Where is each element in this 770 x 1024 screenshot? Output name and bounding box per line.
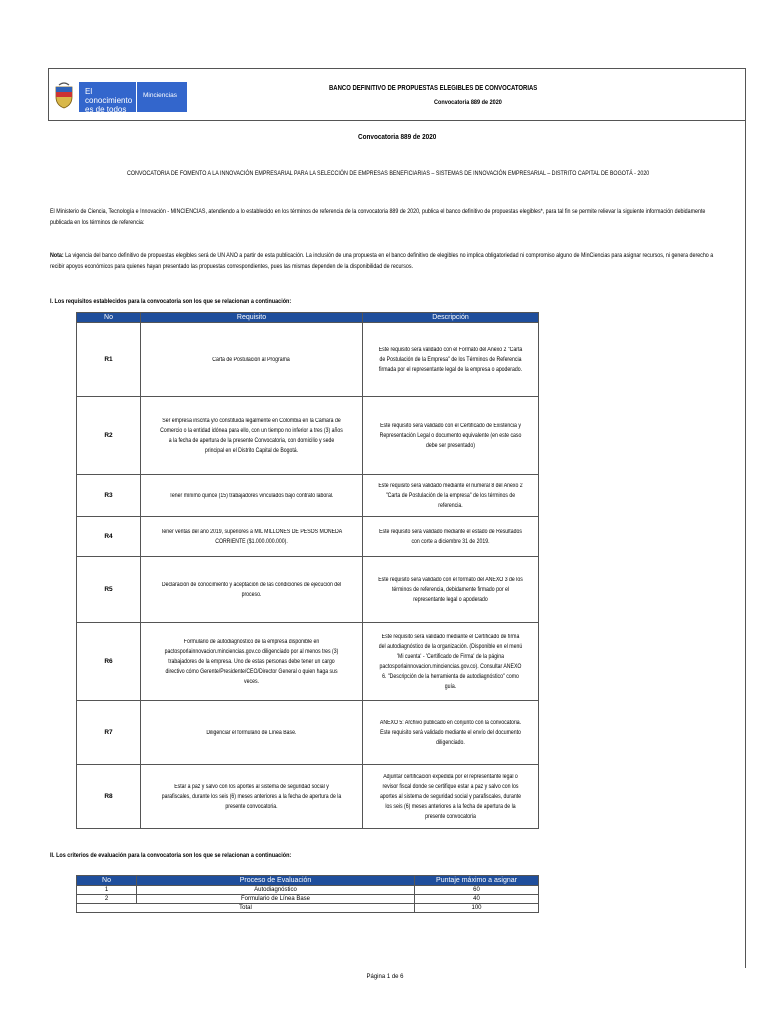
req-text: Declaración de conocimiento y aceptación de las condiciones de ejecución del proceso. [141,557,363,623]
table-row [77,765,539,829]
req-no: R7 [77,701,141,765]
table-row [77,397,539,475]
req-desc: ANEXO 5: Archivo publicado en conjunto con la convocatoria. Este requisito será validado mediante el envío del documento diligenciado. [363,701,539,765]
req-text: Estar a paz y salvo con los aportes al sistema de seguridad social y parafiscales, durante los seis (6) meses anteriores a la fecha de apertura de la presente convocatoria. [141,765,363,829]
req-desc: Este requisito será validado con el Formato del Anexo 2 "Carta de Postulación de la Empresa" de los Términos de Referencia firmada por el representante legal de la empresa o apoderado. [363,323,539,397]
nota-label: Nota: [50,252,64,259]
col-header-proceso: Proceso de Evaluación [137,876,415,886]
evaluation-table [76,875,539,913]
convocatoria-title: Convocatoria 889 de 2020 [358,132,437,141]
col-header-no: No [77,876,137,886]
intro-line-2: publicada en los términos de referencia: [50,219,145,226]
nota-line-2: recibir apoyos económicos para quienes hayan presentado las propuestas correspondientes, pues las mismas dependen de la disponibilidad de recursos. [50,263,413,270]
eval-no: 1 [77,886,137,895]
evaluation-header-row [77,876,539,886]
convocatoria-full-title: CONVOCATORIA DE FOMENTO A LA INNOVACIÓN EMPRESARIAL PARA LA SELECCIÓN DE EMPRESAS BENEFICIARIAS – SISTEMAS DE INNOVACIÓN EMPRESARIAL – DISTRITO CAPITAL DE BOGOTÁ - 2020 [127,170,650,177]
table-row [77,895,539,904]
req-desc: Este requisito será validado con el formato del ANEXO 3 de los términos de referencia, debidamente firmado por el representante legal o apoderado [363,557,539,623]
header-subtitle: Convocatoria 889 de 2020 [434,99,502,106]
req-no: R2 [77,397,141,475]
eval-proceso: Formulario de Línea Base [137,895,415,904]
req-text: Ser empresa inscrita y/o constituida legalmente en Colombia en la Cámara de Comercio o la entidad idónea para ello, con un tiempo no inferior a tres (3) años a la fecha de apertura de la presente Convocatoria, con domicilio y sede principal en el Distrito Capital de Bogotá. [141,397,363,475]
section-1-title: I. Los requisitos establecidos para la convocatoria son los que se relacionan a continuación: [50,298,292,305]
req-desc: Este requisito será validado con el Certificado de Existencia y Representación Legal o documento equivalente (en este caso debe ser presentado) [363,397,539,475]
eval-puntaje: 40 [415,895,539,904]
req-desc: Este requisito será validado mediante el numeral 8 del Anexo 2 "Carta de Postulación de la empresa" de los términos de referencia. [363,475,539,517]
logo-line-1: El conocimiento [85,87,133,105]
table-row [77,323,539,397]
table-row [77,623,539,701]
table-row [77,557,539,623]
eval-total-label: Total [77,904,415,913]
req-desc: Este requisito será validado mediante el Certificado de firma del autodiagnóstico de la organización. (Disponible en el menú 'Mi cuenta' - 'Certificado de Firma' de la página pactosporlainnovacion.minciencias.gov.co). Consultar ANEXO 6. "Descripción de la herramienta de autodiagnóstico" como guía. [363,623,539,701]
logo-brand: Minciencias [143,92,177,99]
req-desc: Adjuntar certificación expedida por el representante legal o revisor fiscal donde se certifique estar a paz y salvo con los aportes al sistema de seguridad social y parafiscales, durante los seis (6) meses anteriores a la fecha de apertura de la presente convocatoria [363,765,539,829]
col-header-no: No [77,313,141,323]
eval-puntaje: 60 [415,886,539,895]
table-row [77,517,539,557]
req-no: R5 [77,557,141,623]
req-text: Carta de Postulación al Programa [141,323,363,397]
req-no: R4 [77,517,141,557]
req-text: Tener ventas del año 2019, superiores a MIL MILLONES DE PESOS MONEDA CORRIENTE ($1.000.000.000). [141,517,363,557]
coat-of-arms-icon [53,81,75,109]
req-text: Tener mínimo quince (15) trabajadores vinculados bajo contrato laboral. [141,475,363,517]
eval-no: 2 [77,895,137,904]
intro-line-1: El Ministerio de Ciencia, Tecnología e Innovación - MINCIENCIAS, atendiendo a lo establecido en los términos de referencia de la convocatoria 889 de 2020, publica el banco definitivo de propuestas elegibles*, para tal fin se permite relievar la siguiente información debidamente [50,208,706,215]
requirements-table [76,312,539,829]
logo-line-2: es de todos [85,105,127,114]
req-no: R8 [77,765,141,829]
section-2-title: II. Los criterios de evaluación para la convocatoria son los que se relacionan a continuación: [50,852,292,859]
table-row [77,701,539,765]
eval-proceso: Autodiagnóstico [137,886,415,895]
requirements-header-row [77,313,539,323]
logo [49,69,189,121]
req-no: R3 [77,475,141,517]
nota-line-1: La vigencia del banco definitivo de propuestas elegibles será de UN AÑO a partir de esta publicación. La inclusión de una propuesta en el banco definitivo de elegibles no implica obligatoriedad ni compromiso alguno de MinCiencias para asignar recursos, ni genera derecho a [63,252,714,259]
col-header-puntaje: Puntaje máximo a asignar [415,876,539,886]
table-row [77,475,539,517]
intro-paragraph [50,206,738,228]
eval-total-value: 100 [415,904,539,913]
req-text: Diligenciar el formulario de Línea Base. [141,701,363,765]
page-footer: Página 1 de 6 [366,974,404,980]
req-text: Formulario de autodiagnóstico de la empresa disponible en pactosporlainnovacion.minciencias.gov.co diligenciado por al menos tres (3) trabajadores de la empresa. Uno de estas personas debe tener un cargo directivo cómo Gerente/Presidente/CEO/Director General o quien haga sus veces. [141,623,363,701]
eval-total-row [77,904,539,913]
col-header-requisito: Requisito [141,313,363,323]
header-title: BANCO DEFINITIVO DE PROPUESTAS ELEGIBLES DE CONVOCATORIAS [329,85,538,92]
req-no: R6 [77,623,141,701]
table-row [77,886,539,895]
req-no: R1 [77,323,141,397]
col-header-descripcion: Descripción [363,313,539,323]
nota-paragraph [50,250,738,272]
req-desc: Este requisito será validado mediante el estado de Resultados con corte a diciembre 31 de 2019. [363,517,539,557]
document-header [48,69,745,121]
